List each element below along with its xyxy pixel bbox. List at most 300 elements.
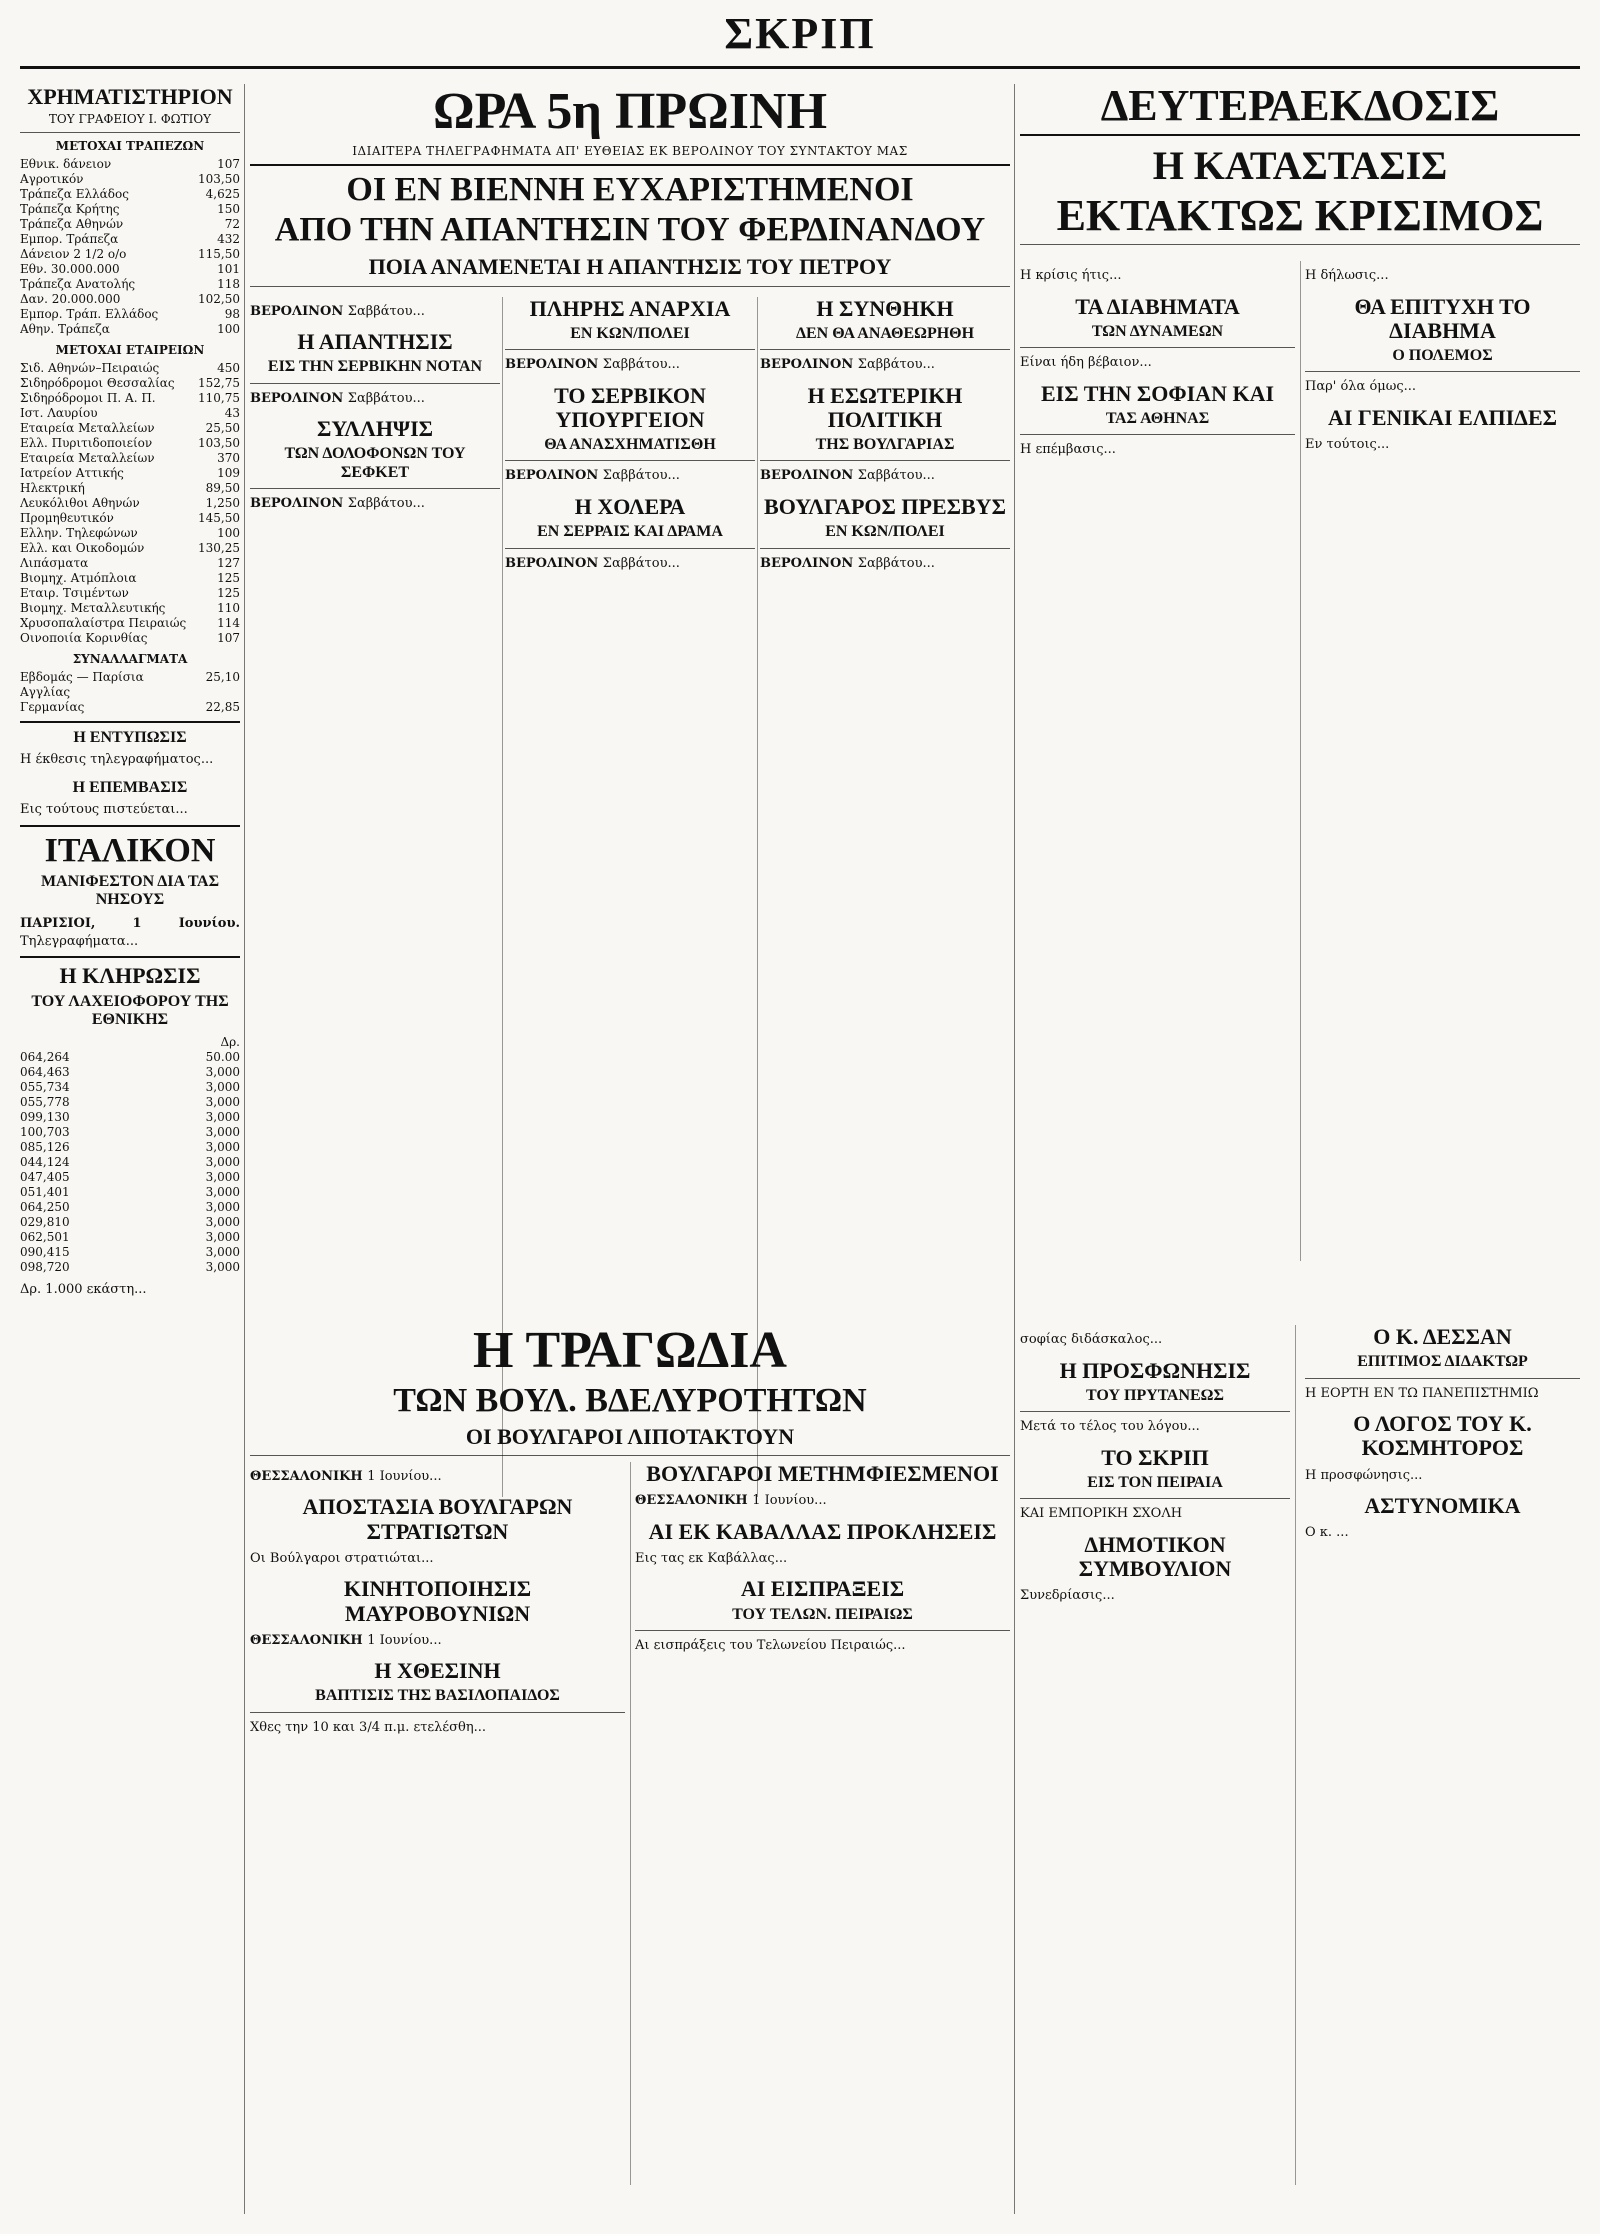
right-c1-paragraph [1020, 441, 1295, 459]
bourse-row-value: 103,50 [198, 172, 240, 186]
masthead-title: ΣΚΡΙΠ [724, 9, 876, 58]
bourse-row [20, 481, 240, 496]
klirosis-row [20, 1140, 240, 1155]
klirosis-row [20, 1080, 240, 1095]
right-banner-1: ΔΕΥΤΕΡΑΕΚΔΟΣΙΣ [1100, 84, 1500, 130]
right-body [1020, 261, 1580, 1261]
bourse-row-name: Ιστ. Λαυρίου [20, 406, 98, 420]
middle-lower-c1-lead: ΘΕΣΣΑΛΟΝΙΚΗ [250, 1632, 368, 1648]
middle-c3-heading: Η ΕΣΩΤΕΡΙΚΗ ΠΟΛΙΤΙΚΗ [807, 382, 963, 432]
middle-subcolumn-1 [250, 297, 500, 1497]
middle-lower-c1-text: Χθες την 10 και 3/4 π.μ. ετελέσθη... [250, 1719, 487, 1735]
middle-c1-rule [250, 383, 500, 384]
right-c1-paragraph [1020, 267, 1295, 285]
bourse-row-value: 72 [224, 217, 240, 231]
middle-c1-text: Σαββάτου... [347, 390, 425, 406]
bourse-row-name: Τράπεζα Ελλάδος [20, 187, 129, 201]
bourse-row [20, 232, 240, 247]
middle-lower-c2-lead: ΘΕΣΣΑΛΟΝΙΚΗ [635, 1493, 753, 1509]
bourse-row-value: 145,50 [198, 511, 240, 525]
middle-grid [250, 297, 1010, 1497]
middle-lower-c2-heading: ΑΙ ΕΙΣΠΡΑΞΕΙΣ [740, 1576, 905, 1602]
middle-c3-lead: ΒΕΡΟΛΙΝΟΝ [760, 357, 858, 373]
bourse-row [20, 307, 240, 322]
right-c2-paragraph [1305, 436, 1580, 454]
bourse-row-name: Εταιρ. Τσιμέντων [20, 586, 129, 600]
middle-lower-c1-paragraph [250, 1632, 625, 1650]
klirosis-prize: 3,000 [205, 1260, 240, 1275]
bourse-row [20, 292, 240, 307]
masthead-rule [20, 66, 1580, 69]
tragodia-title: Η ΤΡΑΓΩΔΙΑ [473, 1325, 787, 1379]
tragodia-subtitle: ΤΩΝ ΒΟΥΛ. ΒΔΕΛΥΡΟΤΗΤΩΝ [393, 1382, 867, 1419]
bourse-row-value: 107 [217, 631, 240, 645]
bourse-row-value: 22,85 [205, 700, 240, 714]
bourse-row-value: 25,10 [205, 670, 240, 684]
italikon-dateline [20, 915, 240, 950]
middle-c3-rule [760, 460, 1010, 461]
right-subcolumn-2 [1305, 261, 1580, 1261]
bourse-row-name: Σιδ. Αθηνών–Πειραιώς [20, 361, 160, 375]
bourse-row [20, 670, 240, 685]
right-c2-heading: ΑΙ ΓΕΝΙΚΑΙ ΕΛΠΙΔΕΣ [1327, 404, 1558, 430]
italikon-subtitle: ΜΑΝΙΦΕΣΤΟΝ ΔΙΑ ΤΑΣ ΝΗΣΟΥΣ [40, 872, 220, 908]
right-c2-text: Παρ' όλα όμως... [1305, 379, 1416, 395]
bourse-row [20, 586, 240, 601]
middle-c1-subheading: ΕΙΣ ΤΗΝ ΣΕΡΒΙΚΗΝ ΝΟΤΑΝ [267, 358, 483, 376]
bourse-row-name: Βιομηχ. Μεταλλευτικής [20, 601, 166, 615]
right-lower-c2-text: Ο κ. ... [1305, 1525, 1349, 1541]
middle-c1-rule [250, 488, 500, 489]
middle-c1-heading: ΣΥΛΛΗΨΙΣ [316, 416, 434, 442]
bourse-row-value: 110 [217, 601, 240, 615]
right-c1-heading: ΤΑ ΔΙΑΒΗΜΑΤΑ [1075, 293, 1240, 319]
klirosis-row [20, 1215, 240, 1230]
middle-headline-3: ΠΟΙΑ ΑΝΑΜΕΝΕΤΑΙ Η ΑΠΑΝΤΗΣΙΣ ΤΟΥ ΠΕΤΡΟΥ [368, 254, 892, 280]
bourse-row-value: 101 [217, 262, 240, 276]
bourse-section-title: ΜΕΤΟΧΑΙ ΤΡΑΠΕΖΩΝ [55, 139, 205, 153]
klirosis-prize: 3,000 [205, 1185, 240, 1200]
bourse-row-name: Εμπορ. Τράπεζα [20, 232, 119, 246]
klirosis-row [20, 1230, 240, 1245]
bourse-row-value: 127 [217, 556, 240, 570]
bourse-row-name: Οινοποιία Κορινθίας [20, 631, 148, 645]
klirosis-ticket: 029,810 [20, 1215, 70, 1230]
bourse-row-value: 114 [217, 616, 240, 630]
bourse-sections [20, 139, 240, 715]
middle-c2-paragraph [505, 555, 755, 573]
middle-lower-c2-text: Εις τας εκ Καβάλλας... [635, 1550, 788, 1566]
bourse-row-name: Αγροτικόν [20, 172, 84, 186]
klirosis-ticket: 062,501 [20, 1230, 70, 1245]
right-subcolumn-1 [1020, 261, 1295, 1261]
middle-lower [250, 1325, 1010, 2185]
right-c1-heading: ΕΙΣ ΤΗΝ ΣΟΦΙΑΝ ΚΑΙ [1040, 380, 1275, 406]
middle-c2-lead: ΒΕΡΟΛΙΝΟΝ [505, 357, 603, 373]
masthead [0, 8, 1600, 63]
middle-lower-c1-text: 1 Ιουνίου... [367, 1632, 442, 1648]
bourse-row-name: Ελλ. και Οικοδομών [20, 541, 145, 555]
left-note-text: Εις τούτους πιστεύεται... [20, 802, 188, 818]
klirosis-prize: 3,000 [205, 1155, 240, 1170]
right-lower-c1-paragraph [1020, 1587, 1290, 1605]
klirosis-prize: 3,000 [205, 1065, 240, 1080]
middle-lower-c2-paragraph [635, 1492, 1010, 1510]
middle-rule-thin [250, 286, 1010, 287]
bourse-row-name: Εμπορ. Τράπ. Ελλάδος [20, 307, 159, 321]
bourse-row [20, 277, 240, 292]
middle-c3-heading: ΒΟΥΛΓΑΡΟΣ ΠΡΕΣΒΥΣ [764, 494, 1006, 519]
right-lower-c2-paragraph [1305, 1385, 1580, 1403]
middle-c3-subheading: ΔΕΝ ΘΑ ΑΝΑΘΕΩΡΗΘΗ [795, 324, 975, 342]
right-rule [1020, 134, 1580, 136]
right-lower-c2-subheading: ΕΠΙΤΙΜΟΣ ΔΙΔΑΚΤΩΡ [1357, 1353, 1528, 1371]
bourse-row-name: Σιδηρόδρομοι Π. Α. Π. [20, 391, 156, 405]
middle-c2-text: Σαββάτου... [602, 357, 680, 373]
right-lower-c1-rule [1020, 1498, 1290, 1499]
right-lower-c1-text: Συνεδρίασις... [1020, 1588, 1115, 1604]
bourse-row [20, 247, 240, 262]
right-c1-rule [1020, 347, 1295, 348]
bourse-row-value: 98 [224, 307, 240, 321]
klirosis-ticket: 098,720 [20, 1260, 70, 1275]
right-lower-c1-paragraph [1020, 1331, 1290, 1349]
klirosis-prize: 3,000 [205, 1230, 240, 1245]
klirosis-header-spacer [20, 1035, 26, 1050]
klirosis-ticket: 044,124 [20, 1155, 70, 1170]
right-col-divider [1300, 261, 1301, 1261]
right-c2-text: Εν τούτοις... [1305, 437, 1390, 453]
bourse-row [20, 451, 240, 466]
middle-main-title: ΩΡΑ 5η ΠΡΩΙΝΗ [432, 84, 828, 140]
klirosis-row [20, 1065, 240, 1080]
middle-lower-c1-heading: Η ΧΘΕΣΙΝΗ [374, 1658, 501, 1684]
klirosis-ticket: 085,126 [20, 1140, 70, 1155]
right-lower-c1-rule [1020, 1411, 1290, 1412]
middle-lower-subcolumn-2 [635, 1462, 1010, 2185]
bourse-row-name: Γερμανίας [20, 700, 85, 714]
middle-lower-c1-paragraph [250, 1550, 625, 1568]
right-lower-c1-text: ΚΑΙ ΕΜΠΟΡΙΚΗ ΣΧΟΛΗ [1020, 1506, 1183, 1522]
middle-c2-lead: ΒΕΡΟΛΙΝΟΝ [505, 468, 603, 484]
bourse-row-name: Εθνικ. δάνειον [20, 157, 112, 171]
right-lower [1020, 1325, 1580, 2185]
bourse-section-title: ΜΕΤΟΧΑΙ ΕΤΑΙΡΕΙΩΝ [55, 343, 205, 357]
klirosis-row [20, 1095, 240, 1110]
middle-c3-lead: ΒΕΡΟΛΙΝΟΝ [760, 555, 858, 571]
middle-c2-text: Σαββάτου... [602, 555, 680, 571]
bourse-row-name: Εθν. 30.000.000 [20, 262, 120, 276]
right-c2-paragraph [1305, 267, 1580, 285]
klirosis-title: Η ΚΛΗΡΩΣΙΣ [59, 963, 201, 989]
middle-subcolumn-2 [505, 297, 755, 1497]
bourse-row-value: 107 [217, 157, 240, 171]
bourse-row [20, 217, 240, 232]
middle-lower-c1-text: Οι Βούλγαροι στρατιώται... [250, 1550, 434, 1566]
bourse-row-value: 118 [217, 277, 240, 291]
middle-c2-subheading: ΕΝ ΚΩΝ/ΠΟΛΕΙ [570, 324, 690, 342]
italikon-dateline-text: ΠΑΡΙΣΙΟΙ, 1 Ιουνίου. [20, 916, 240, 932]
bourse-row-value: 370 [217, 451, 240, 465]
bourse-row-name: Ελλ. Πυριτιδοποιείον [20, 436, 153, 450]
bourse-row-value: 102,50 [198, 292, 240, 306]
middle-c2-paragraph [505, 467, 755, 485]
middle-c3-subheading: ΕΝ ΚΩΝ/ΠΟΛΕΙ [825, 523, 945, 541]
bourse-row [20, 571, 240, 586]
left-note-title: Η ΕΠΕΜΒΑΣΙΣ [72, 778, 188, 796]
middle-c1-lead: ΒΕΡΟΛΙΝΟΝ [250, 303, 348, 319]
middle-c3-text: Σαββάτου... [857, 555, 935, 571]
middle-c1-text: Σαββάτου... [347, 303, 425, 319]
bourse-row [20, 616, 240, 631]
middle-lower-c1-text: 1 Ιουνίου... [367, 1468, 442, 1484]
bourse-row-value: 125 [217, 571, 240, 585]
middle-lower-c2-text: 1 Ιουνίου... [752, 1493, 827, 1509]
italikon-text: Τηλεγραφήματα... [20, 933, 139, 949]
klirosis-ticket: 055,778 [20, 1095, 70, 1110]
middle-c3-paragraph [760, 555, 1010, 573]
middle-headline-1: ΟΙ ΕΝ ΒΙΕΝΝΗ ΕΥΧΑΡΙΣΤΗΜΕΝΟΙ [346, 171, 914, 208]
bourse-row [20, 466, 240, 481]
bourse-row-value: 100 [217, 526, 240, 540]
klirosis-ticket: 055,734 [20, 1080, 70, 1095]
right-lower-c2-heading: ΑΣΤΥΝΟΜΙΚΑ [1364, 1493, 1521, 1519]
middle-subtitle: ΙΔΙΑΙΤΕΡΑ ΤΗΛΕΓΡΑΦΗΜΑΤΑ ΑΠ' ΕΥΘΕΙΑΣ ΕΚ ΒΕΡΟΛΙΝΟΥ ΤΟΥ ΣΥΝΤΑΚΤΟΥ ΜΑΣ [352, 144, 908, 158]
right-banner-2: Η ΚΑΤΑΣΤΑΣΙΣ [1152, 143, 1448, 188]
right-lower-c2-text: Η ΕΟΡΤΗ ΕΝ ΤΩ ΠΑΝΕΠΙΣΤΗΜΙΩ [1305, 1385, 1539, 1401]
klirosis-header: Δρ. [220, 1035, 240, 1050]
klirosis-prize: 3,000 [205, 1125, 240, 1140]
bourse-row-name: Λευκόλιθοι Αθηνών [20, 496, 140, 510]
right-lower-c1-subheading: ΤΟΥ ΠΡΥΤΑΝΕΩΣ [1086, 1386, 1224, 1404]
klirosis-ticket: 064,264 [20, 1050, 70, 1065]
bourse-row-value: 100 [217, 322, 240, 336]
bourse-row [20, 511, 240, 526]
middle-c1-text: Σαββάτου... [347, 496, 425, 512]
right-lower-c2-heading: Ο ΛΟΓΟΣ ΤΟΥ Κ. ΚΟΣΜΗΤΟΡΟΣ [1353, 1411, 1532, 1461]
bourse-row [20, 526, 240, 541]
right-lower-c1-subheading: ΕΙΣ ΤΟΝ ΠΕΙΡΑΙΑ [1087, 1473, 1223, 1491]
middle-c2-subheading: ΘΑ ΑΝΑΣΧΗΜΑΤΙΣΘΗ [544, 436, 716, 454]
right-c1-subheading: ΤΑΣ ΑΘΗΝΑΣ [1105, 409, 1210, 427]
middle-lower-c2-paragraph [635, 1550, 1010, 1568]
klirosis-note: Δρ. 1.000 εκάστη... [20, 1282, 147, 1298]
bourse-row-name: Εταιρεία Μεταλλείων [20, 421, 155, 435]
middle-c3-rule [760, 349, 1010, 350]
middle-lower-c1-paragraph [250, 1468, 625, 1486]
klirosis-ticket: 100,703 [20, 1125, 70, 1140]
klirosis-prize: 3,000 [205, 1140, 240, 1155]
bourse-row-value: 150 [217, 202, 240, 216]
middle-c2-heading: ΠΛΗΡΗΣ ΑΝΑΡΧΙΑ [529, 296, 731, 321]
right-top-banner [1020, 84, 1580, 245]
right-lower-c1-heading: ΔΗΜΟΤΙΚΟΝ ΣΥΜΒΟΥΛΙΟΝ [1078, 1531, 1232, 1581]
bourse-row-name: Προμηθευτικόν [20, 511, 114, 525]
klirosis-prize: 3,000 [205, 1110, 240, 1125]
right-rule-thin [1020, 244, 1580, 245]
bourse-row-name: Τράπεζα Αθηνών [20, 217, 124, 231]
bourse-row [20, 391, 240, 406]
left-notes [20, 729, 240, 819]
bourse-row-name: Ελλην. Τηλεφώνων [20, 526, 138, 540]
tragodia-deck: ΟΙ ΒΟΥΛΓΑΡΟΙ ΛΙΠΟΤΑΚΤΟΥΝ [465, 1423, 795, 1449]
right-c1-paragraph [1020, 354, 1295, 372]
right-lower-divider [1295, 1325, 1296, 2185]
right-lower-subcolumn-2 [1305, 1325, 1580, 2185]
right-c2-text: Η δήλωσις... [1305, 268, 1389, 283]
right-c2-rule [1305, 371, 1580, 372]
middle-lower-c1-heading: ΚΙΝΗΤΟΠΟΙΗΣΙΣ ΜΑΥΡΟΒΟΥΝΙΩΝ [343, 1576, 532, 1626]
middle-c1-lead: ΒΕΡΟΛΙΝΟΝ [250, 496, 348, 512]
bourse-rule [20, 132, 240, 133]
bourse-row [20, 172, 240, 187]
bourse-row-name: Αθην. Τράπεζα [20, 322, 110, 336]
bourse-row [20, 556, 240, 571]
klirosis-subtitle: ΤΟΥ ΛΑΧΕΙΟΦΟΡΟΥ ΤΗΣ ΕΘΝΙΚΗΣ [31, 992, 229, 1029]
bourse-row-name: Ηλεκτρική [20, 481, 85, 495]
klirosis-prize: 3,000 [205, 1095, 240, 1110]
bourse-section-title: ΣΥΝΑΛΛΑΓΜΑΤΑ [72, 652, 188, 666]
left-note-text: Η έκθεσις τηλεγραφήματος... [20, 752, 214, 768]
middle-lower-grid [250, 1462, 1010, 2152]
bourse-row-name: Σιδηρόδρομοι Θεσσαλίας [20, 376, 175, 390]
right-lower-c1-paragraph [1020, 1418, 1290, 1436]
bourse-row-value: 130,25 [198, 541, 240, 555]
klirosis-ticket: 064,463 [20, 1065, 70, 1080]
middle-lower-c1-subheading: ΒΑΠΤΙΣΙΣ ΤΗΣ ΒΑΣΙΛΟΠΑΙΔΟΣ [315, 1687, 560, 1705]
middle-subcolumn-3 [760, 297, 1010, 1497]
middle-c1-paragraph [250, 495, 500, 513]
middle-lower-c1-lead: ΘΕΣΣΑΛΟΝΙΚΗ [250, 1468, 368, 1484]
middle-lower-c2-text: Αι εισπράξεις του Τελωνείου Πειραιώς... [635, 1637, 906, 1653]
right-lower-subcolumn-1 [1020, 1325, 1290, 2185]
bourse-row [20, 202, 240, 217]
right-lower-c1-paragraph [1020, 1505, 1290, 1523]
right-lower-c2-rule [1305, 1378, 1580, 1379]
klirosis-ticket: 090,415 [20, 1245, 70, 1260]
bourse-row-name: Βιομηχ. Ατμόπλοια [20, 571, 137, 585]
bourse-row [20, 187, 240, 202]
klirosis-header-row [20, 1035, 240, 1050]
bourse-row-value: 4,625 [205, 187, 240, 201]
bourse-row [20, 376, 240, 391]
middle-c2-rule [505, 548, 755, 549]
right-lower-c2-paragraph [1305, 1524, 1580, 1542]
bourse-subtitle: ΤΟΥ ΓΡΑΦΕΙΟΥ Ι. ΦΩΤΙΟΥ [48, 112, 212, 126]
right-c2-subheading: Ο ΠΟΛΕΜΟΣ [1392, 346, 1493, 364]
bourse-row-value: 450 [217, 361, 240, 375]
tragodia-rule [250, 1455, 1010, 1456]
bourse-row [20, 541, 240, 556]
middle-col-divider [502, 297, 503, 1497]
bourse-row [20, 685, 240, 700]
bourse-row-name: Εταιρεία Μεταλλείων [20, 451, 155, 465]
middle-c2-heading: ΤΟ ΣΕΡΒΙΚΟΝ ΥΠΟΥΡΓΕΙΟΝ [554, 382, 706, 432]
bourse-row-name: Λιπάσματα [20, 556, 89, 570]
bourse-row [20, 601, 240, 616]
right-c2-heading: ΘΑ ΕΠΙΤΥΧΗ ΤΟ ΔΙΑΒΗΜΑ [1354, 293, 1531, 343]
klirosis-row [20, 1260, 240, 1275]
middle-lower-subcolumn-1 [250, 1462, 625, 2185]
bourse-row-value: 103,50 [198, 436, 240, 450]
bourse-row-name: Εβδομάς — Παρίσια [20, 670, 144, 684]
column-divider [244, 84, 245, 2214]
bourse-row-name: Τράπεζα Ανατολής [20, 277, 136, 291]
klirosis-prize: 3,000 [205, 1215, 240, 1230]
bourse-row-name: Ιατρείον Αττικής [20, 466, 124, 480]
italikon-title: ΙΤΑΛΙΚΟΝ [44, 831, 216, 869]
middle-headline-2: ΑΠΟ ΤΗΝ ΑΠΑΝΤΗΣΙΝ ΤΟΥ ΦΕΡΔΙΝΑΝΔΟΥ [274, 210, 986, 248]
bourse-row [20, 322, 240, 337]
middle-lower-c1-heading: ΑΠΟΣΤΑΣΙΑ ΒΟΥΛΓΑΡΩΝ ΣΤΡΑΤΙΩΤΩΝ [302, 1494, 573, 1544]
middle-c2-heading: Η ΧΟΛΕΡΑ [574, 494, 686, 519]
middle-c1-subheading: ΤΩΝ ΔΟΛΟΦΟΝΩΝ ΤΟΥ ΣΕΦΚΕΤ [284, 445, 466, 481]
bourse-row-value: 89,50 [205, 481, 240, 495]
middle-c2-lead: ΒΕΡΟΛΙΝΟΝ [505, 555, 603, 571]
klirosis-prize: 3,000 [205, 1245, 240, 1260]
middle-lower-c1-rule [250, 1712, 625, 1713]
bourse-row-name: Δαν. 20.000.000 [20, 292, 121, 306]
right-lower-grid [1020, 1325, 1580, 2185]
middle-c1-paragraph [250, 390, 500, 408]
middle-c3-paragraph [760, 356, 1010, 374]
bourse-row-name: Αγγλίας [20, 685, 71, 699]
left-note-title: Η ΕΝΤΥΠΩΣΙΣ [73, 729, 187, 746]
middle-c2-paragraph [505, 356, 755, 374]
klirosis-ticket: 047,405 [20, 1170, 70, 1185]
bourse-row [20, 361, 240, 376]
middle-lower-c2-heading: ΒΟΥΛΓΑΡΟΙ ΜΕΤΗΜΦΙΕΣΜΕΝΟΙ [646, 1461, 999, 1486]
right-lower-c1-text: σοφίας διδάσκαλος... [1020, 1332, 1163, 1347]
bourse-row-name: Χρυσοπαλαίστρα Πειραιώς [20, 616, 187, 630]
middle-c3-heading: Η ΣΥΝΘΗΚΗ [816, 296, 954, 321]
bourse-row-value: 115,50 [198, 247, 240, 261]
klirosis-row [20, 1170, 240, 1185]
bourse-row [20, 262, 240, 277]
bourse-row [20, 421, 240, 436]
middle-c2-rule [505, 349, 755, 350]
middle-lower-c2-paragraph [635, 1637, 1010, 1655]
bourse-row-name: Τράπεζα Κρήτης [20, 202, 120, 216]
bourse-row-value: 110,75 [198, 391, 240, 405]
right-c1-text: Η επέμβασις... [1020, 442, 1116, 458]
middle-c3-paragraph [760, 467, 1010, 485]
klirosis-row [20, 1110, 240, 1125]
klirosis-table [20, 1050, 240, 1275]
klirosis-row [20, 1050, 240, 1065]
middle-c3-subheading: ΤΗΣ ΒΟΥΛΓΑΡΙΑΣ [815, 436, 955, 454]
right-c1-subheading: ΤΩΝ ΔΥΝΑΜΕΩΝ [1091, 322, 1224, 340]
bourse-row [20, 496, 240, 511]
middle-c3-lead: ΒΕΡΟΛΙΝΟΝ [760, 468, 858, 484]
middle-c1-paragraph [250, 303, 500, 321]
klirosis-prize: 3,000 [205, 1200, 240, 1215]
klirosis-prize: 3,000 [205, 1080, 240, 1095]
klirosis-prize: 50.00 [205, 1050, 240, 1065]
bourse-row [20, 406, 240, 421]
middle-c2-text: Σαββάτου... [602, 468, 680, 484]
bourse-row [20, 700, 240, 715]
klirosis-row [20, 1200, 240, 1215]
middle-c3-text: Σαββάτου... [857, 357, 935, 373]
middle-lower-c2-heading: ΑΙ ΕΚ ΚΑΒΑΛΛΑΣ ΠΡΟΚΛΗΣΕΙΣ [648, 1518, 997, 1544]
right-lower-c2-text: Η προσφώνησις... [1305, 1467, 1423, 1483]
middle-lower-c2-subheading: ΤΟΥ ΤΕΛΩΝ. ΠΕΙΡΑΙΩΣ [732, 1605, 913, 1623]
middle-lower-c1-paragraph [250, 1719, 625, 1737]
middle-c1-lead: ΒΕΡΟΛΙΝΟΝ [250, 390, 348, 406]
bourse-title: ΧΡΗΜΑΤΙΣΤΗΡΙΟΝ [27, 84, 233, 109]
right-lower-c1-heading: Η ΠΡΟΣΦΩΝΗΣΙΣ [1059, 1357, 1251, 1383]
